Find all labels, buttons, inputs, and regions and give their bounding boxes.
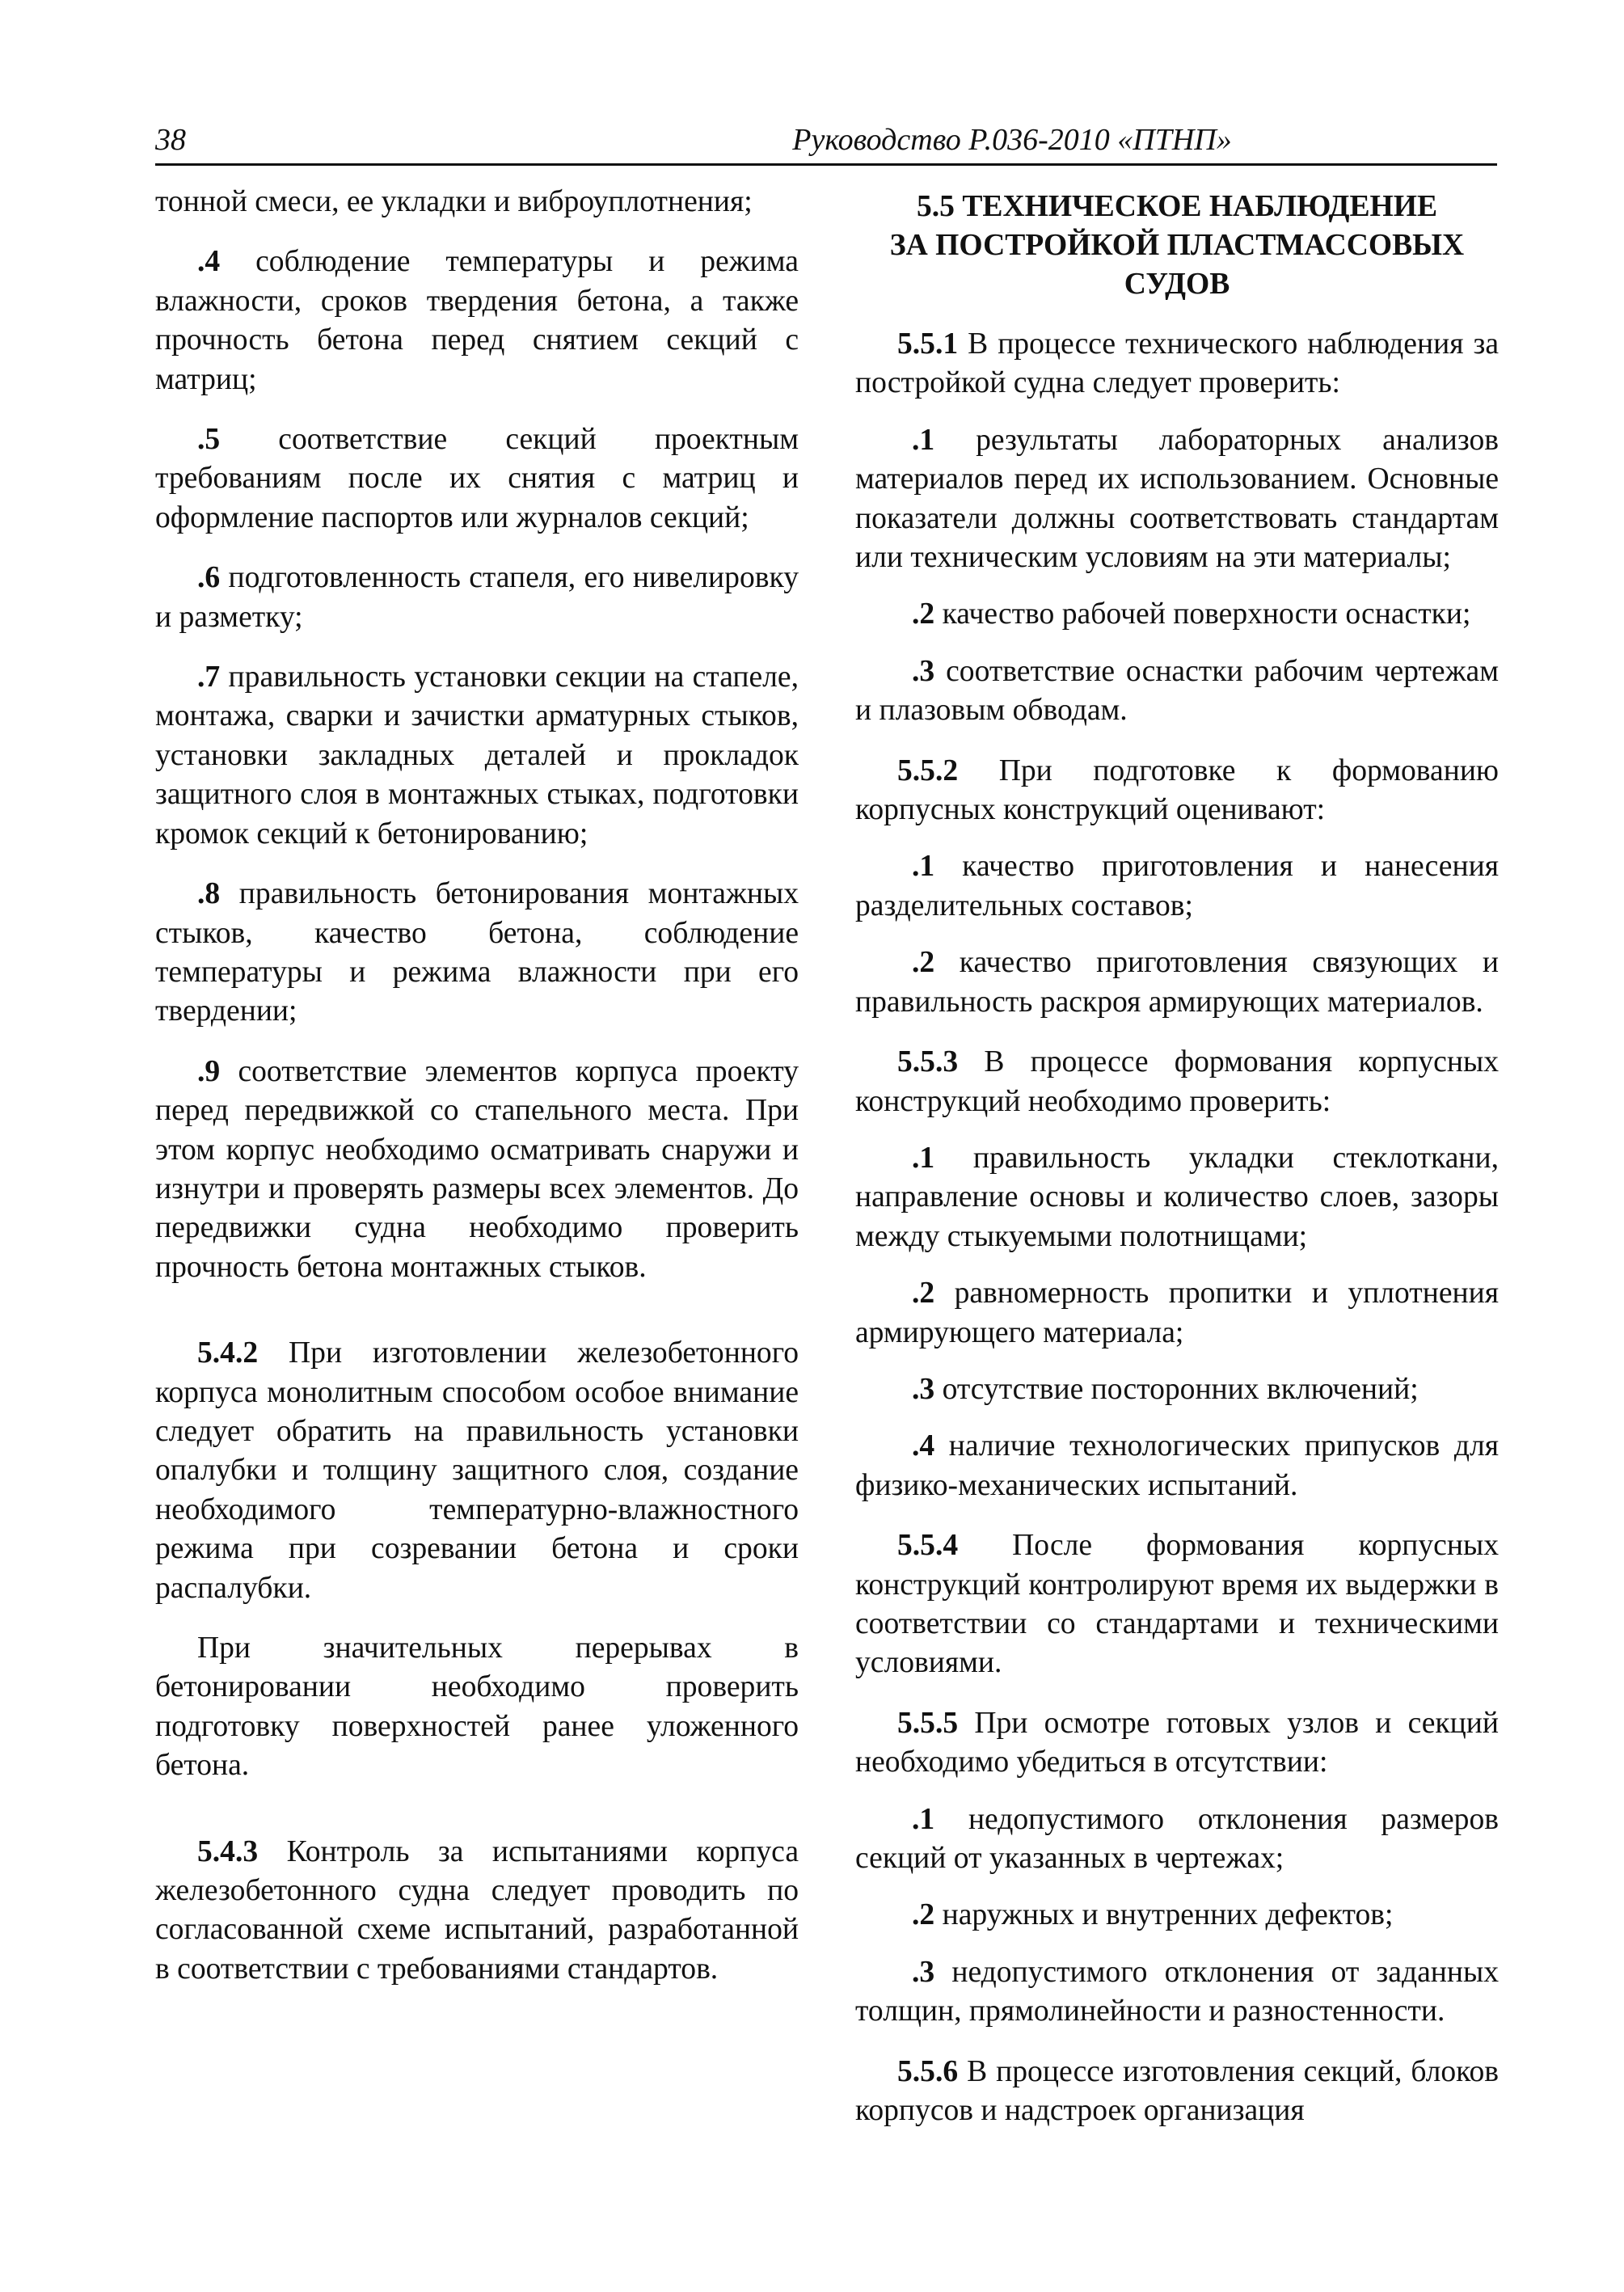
section-text: При подготовке к формованию корпусных конструкций оценивают: [855, 753, 1499, 827]
item-number: .1 [912, 850, 935, 884]
item-number: .2 [912, 1277, 935, 1311]
sub-item-2 [855, 1274, 1499, 1353]
item-number: .4 [912, 1429, 935, 1463]
item-number: .4 [197, 245, 221, 279]
sub-item-3 [855, 652, 1499, 731]
section-text: В процессе формования корпусных конструкций необходимо проверить: [855, 1045, 1499, 1118]
section-number: 5.5.6 [897, 2054, 959, 2088]
item-text: наличие технологических припусков для физико-механических испытаний. [855, 1429, 1499, 1502]
list-item-5 [155, 420, 799, 538]
section-5-5-4 [855, 1526, 1499, 1683]
section-number: 5.5.2 [897, 753, 959, 787]
item-number: .1 [912, 1141, 935, 1175]
item-number: .2 [912, 946, 935, 980]
item-text: равномерность пропитки и уплотнения армирующего материала; [855, 1277, 1499, 1349]
section-5-5-5 [855, 1704, 1499, 1783]
item-text: наружных и внутренних дефектов; [934, 1898, 1394, 1932]
item-number: .8 [197, 877, 221, 911]
paragraph-continued: тонной смеси, ее укладки и виброуплотнения; [155, 185, 753, 218]
section-5-5-6 [855, 2053, 1499, 2131]
section-heading-5-5 [855, 183, 1499, 304]
sub-item-1 [855, 1800, 1499, 1879]
item-text: качество приготовления и нанесения разделительных составов; [855, 850, 1499, 922]
heading-line: ЗА ПОСТРОЙКОЙ ПЛАСТМАССОВЫХ [889, 229, 1465, 262]
sub-item-2 [855, 1896, 1499, 1935]
item-text: правильность бетонирования монтажных стыков, качество бетона, соблюдение температуры и режима влажности при его твердении; [155, 877, 799, 1028]
list-item-9 [155, 1053, 799, 1287]
item-number: .6 [197, 561, 221, 595]
right-column [855, 183, 1499, 2130]
item-number: .1 [912, 423, 935, 457]
section-text: При изготовлении железобетонного корпуса монолитным способом особое внимание следует обратить на правильность установки опалубки и толщину защитного слоя, создание необходимого температурно-влажностного режима при созревании бетона и сроки распалубки. [155, 1336, 799, 1605]
sub-item-1 [855, 1139, 1499, 1256]
item-text: правильность укладки стеклоткани, направление основы и количество слоев, зазоры между стыкуемыми полотнищами; [855, 1141, 1499, 1253]
section-5-5-2 [855, 752, 1499, 830]
section-text: В процессе изготовления секций, блоков корпусов и надстроек организация [855, 2054, 1499, 2128]
sub-item-2 [855, 595, 1499, 634]
list-item-4 [155, 243, 799, 399]
section-text: После формования корпусных конструкций контролируют время их выдержки в соответствии со стандартами и техническими условиями. [855, 1529, 1499, 1680]
item-text: недопустимого отклонения размеров секций от указанных в чертежах; [855, 1802, 1499, 1875]
list-item-6 [155, 559, 799, 637]
sub-item-1 [855, 421, 1499, 578]
section-number: 5.5.1 [897, 327, 959, 361]
item-number: .3 [912, 1955, 935, 1989]
section-text: Контроль за испытаниями корпуса железобетонного судна следует проводить по согласованной схеме испытаний, разработанной в соответствии с требованиями стандартов. [155, 1834, 799, 1986]
section-number: 5.5.4 [897, 1529, 959, 1563]
section-5-4-3 [155, 1833, 799, 1990]
item-number: .3 [912, 1372, 935, 1406]
section-5-4-2 [155, 1334, 799, 1608]
item-text: качество рабочей поверхности оснастки; [934, 597, 1471, 631]
list-item-8 [155, 875, 799, 1032]
section-number: 5.4.2 [197, 1336, 259, 1370]
item-text: подготовленность стапеля, его нивелировку и разметку; [155, 561, 799, 634]
section-number: 5.4.3 [197, 1834, 259, 1868]
section-number: 5.5.5 [897, 1706, 959, 1740]
sub-item-4 [855, 1427, 1499, 1505]
section-number: 5.5.3 [897, 1045, 959, 1079]
page-header [155, 120, 1497, 166]
item-text: правильность установки секции на стапеле, монтажа, сварки и зачистки арматурных стыков, установки закладных деталей и прокладок защитного слоя в монтажных стыках, подготовки кромок секций к бетонированию; [155, 661, 799, 851]
paragraph-breaks: При значительных перерывах в бетонировании необходимо проверить подготовку поверхностей ранее уложенного бетона. [155, 1631, 799, 1783]
item-number: .1 [912, 1802, 935, 1836]
item-number: .3 [912, 654, 935, 688]
heading-line: 5.5 ТЕХНИЧЕСКОЕ НАБЛЮДЕНИЕ [916, 190, 1438, 223]
item-text: соответствие элементов корпуса проекту перед передвижкой со стапельного места. При этом корпус необходимо осматривать снаружи и изнутри и проверять размеры всех элементов. До передвижки судна необходимо проверить прочность бетона монтажных стыков. [155, 1054, 799, 1284]
item-text: качество приготовления связующих и правильность раскроя армирующих материалов. [855, 946, 1499, 1019]
section-text: При осмотре готовых узлов и секций необходимо убедиться в отсутствии: [855, 1706, 1499, 1779]
item-text: соблюдение температуры и режима влажности, сроков твердения бетона, а также прочность бетона перед снятием секций с матриц; [155, 245, 799, 396]
item-text: отсутствие посторонних включений; [934, 1372, 1419, 1406]
left-column [155, 183, 799, 1989]
item-text: недопустимого отклонения от заданных толщин, прямолинейности и разностенности. [855, 1955, 1499, 2028]
item-text: результаты лабораторных анализов материалов перед их использованием. Основные показатели должны соответствовать стандартам или техническим условиям на эти материалы; [855, 423, 1499, 575]
sub-item-3 [855, 1953, 1499, 2032]
item-number: .5 [197, 423, 221, 457]
item-number: .9 [197, 1054, 221, 1088]
page-number: 38 [155, 123, 186, 157]
item-text: соответствие оснастки рабочим чертежам и плазовым обводам. [855, 654, 1499, 728]
item-number: .2 [912, 1898, 935, 1932]
section-5-5-3 [855, 1043, 1499, 1121]
item-number: .7 [197, 661, 221, 694]
running-title: Руководство Р.036-2010 «ПТНП» [792, 123, 1232, 157]
section-text: В процессе технического наблюдения за постройкой судна следует проверить: [855, 327, 1499, 400]
section-5-5-1 [855, 325, 1499, 403]
sub-item-2 [855, 943, 1499, 1022]
heading-line: СУДОВ [1124, 268, 1230, 301]
list-item-7 [155, 658, 799, 854]
sub-item-3 [855, 1370, 1499, 1409]
sub-item-1 [855, 847, 1499, 926]
item-number: .2 [912, 597, 935, 631]
item-text: соответствие секций проектным требованиям после их снятия с матриц и оформление паспортов или журналов секций; [155, 423, 799, 534]
